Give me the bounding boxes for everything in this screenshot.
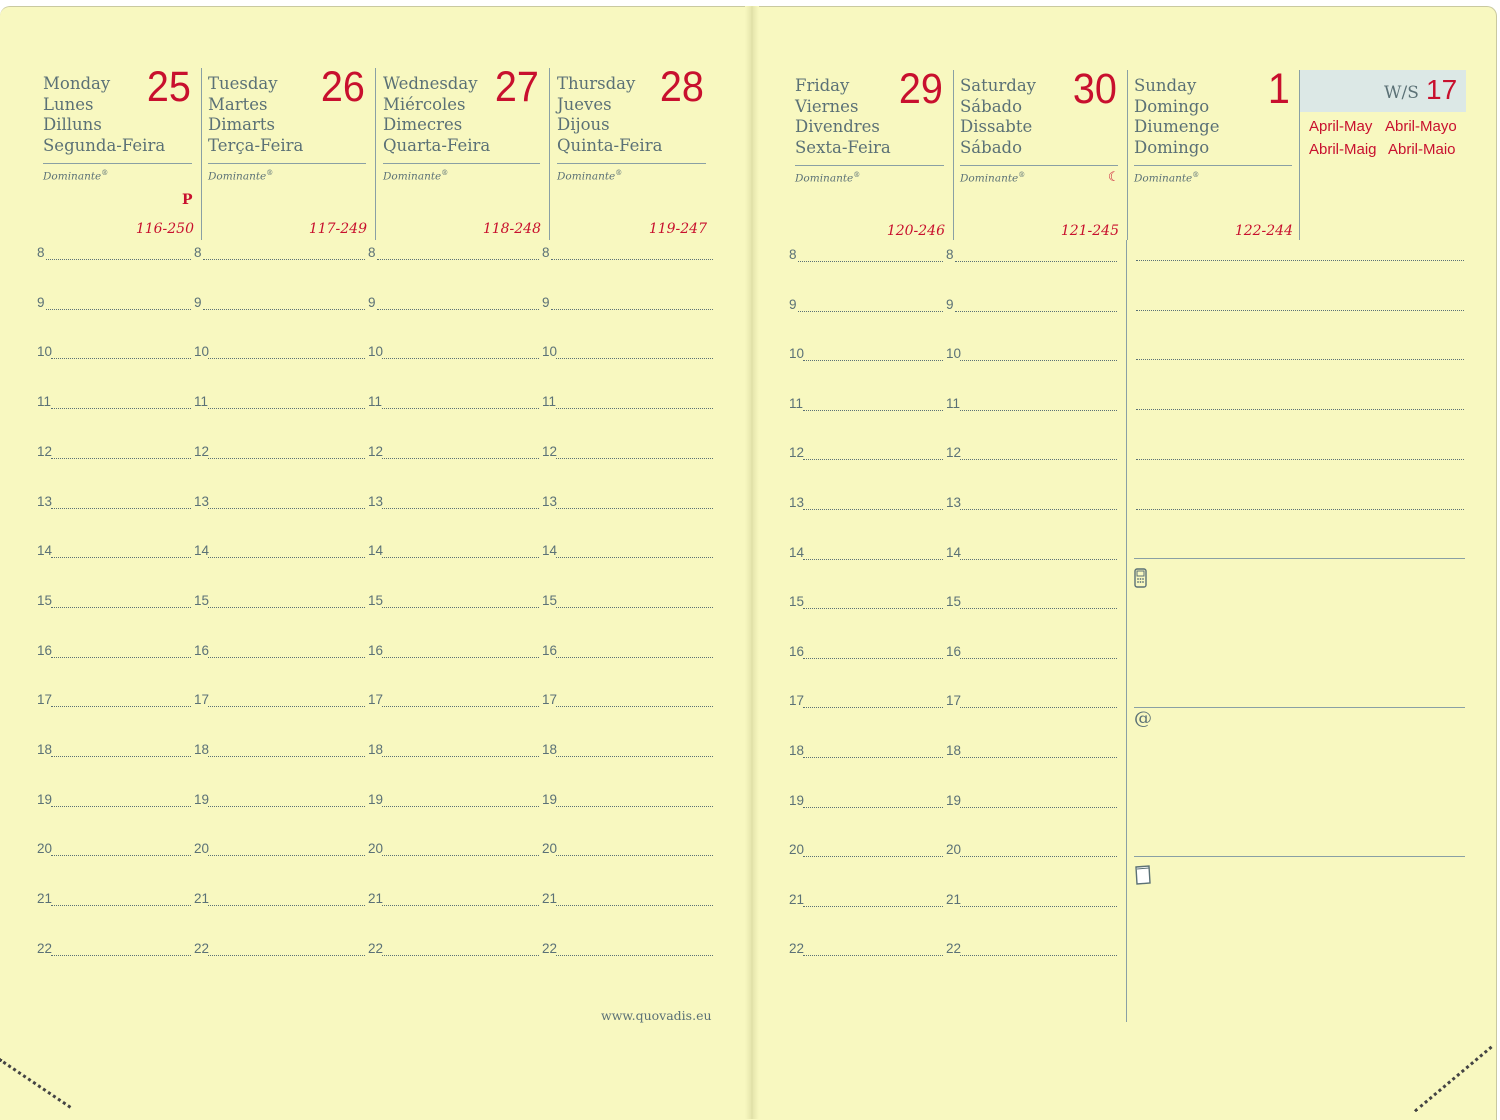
sunday-line (1136, 359, 1464, 360)
hour-line (382, 607, 539, 608)
month-range-ca: Abril-Maig (1309, 141, 1377, 158)
day-name-es: Jueves (557, 94, 612, 114)
hour-label: 13 (194, 493, 210, 509)
hour-label: 14 (789, 544, 805, 560)
hour-label: 20 (946, 842, 962, 858)
brand-label: Dominante® (383, 169, 449, 183)
note-symbol: P (182, 192, 193, 208)
day-name-ca: Dimarts (208, 115, 275, 134)
hour-line (382, 508, 539, 509)
hour-label: 13 (542, 493, 558, 509)
hour-label: 20 (37, 841, 53, 857)
day-names (960, 76, 1036, 158)
hour-line (377, 259, 539, 260)
hour-line (960, 658, 1117, 659)
hour-label: 10 (194, 344, 210, 360)
hour-label: 10 (368, 344, 384, 360)
day-name-es: Sábado (960, 96, 1023, 116)
sunday-line (1136, 409, 1464, 410)
hour-line (382, 557, 539, 558)
hour-label: 11 (542, 394, 557, 410)
hour-line (551, 259, 713, 260)
day-name-es: Miércoles (383, 94, 466, 114)
hour-line (960, 559, 1117, 560)
hour-label: 17 (946, 693, 962, 709)
hour-line (960, 459, 1117, 460)
day-name-pt: Quarta-Feira (383, 135, 491, 155)
hour-line (208, 358, 365, 359)
hour-label: 10 (789, 346, 805, 362)
week-number-box (1300, 70, 1466, 112)
hour-line (556, 508, 713, 509)
hour-label: 12 (946, 445, 962, 461)
brand-label: Dominante® (43, 169, 109, 183)
hour-line (556, 607, 713, 608)
hour-line (208, 955, 365, 956)
hour-line (803, 658, 943, 659)
hour-label: 17 (789, 693, 805, 709)
hour-line (208, 458, 365, 459)
day-name-pt: Sábado (960, 137, 1023, 157)
hour-label: 11 (194, 394, 209, 410)
day-names (208, 74, 303, 156)
hour-line (51, 508, 191, 509)
day-number: 1 (1267, 65, 1290, 113)
day-count: 116-250 (135, 221, 194, 237)
day-name-en: Saturday (960, 76, 1037, 95)
day-count: 122-244 (1234, 223, 1293, 239)
day-name-pt: Domingo (1134, 137, 1210, 157)
hour-line (798, 261, 943, 262)
day-name-ca: Dimecres (383, 115, 463, 134)
day-name-pt: Sexta-Feira (795, 137, 891, 157)
hour-label: 22 (946, 941, 962, 957)
hour-label: 8 (194, 245, 202, 260)
hour-label: 22 (368, 940, 384, 956)
hour-line (556, 855, 713, 856)
hour-line (960, 360, 1117, 361)
day-name-en: Tuesday (208, 74, 278, 93)
hour-label: 19 (789, 792, 805, 808)
hour-label: 21 (37, 891, 53, 907)
day-name-es: Viernes (795, 96, 859, 116)
hour-label: 9 (789, 296, 797, 312)
month-range-en: April-May (1309, 118, 1373, 135)
section-rule (1134, 558, 1465, 559)
hour-label: 8 (37, 245, 45, 260)
hour-label: 13 (37, 493, 53, 509)
hour-label: 15 (368, 592, 384, 608)
hour-line (51, 706, 191, 707)
day-number: 29 (898, 65, 943, 113)
hour-label: 21 (946, 891, 962, 907)
hour-line (203, 259, 365, 260)
hour-label: 9 (194, 294, 202, 310)
hour-line (208, 607, 365, 608)
hour-label: 8 (789, 247, 797, 262)
column-separator (201, 68, 202, 240)
day-names (795, 76, 891, 158)
hour-label: 12 (37, 443, 53, 459)
hour-line (803, 906, 943, 907)
hour-line (208, 756, 365, 757)
hour-label: 14 (37, 543, 53, 559)
hour-label: 11 (37, 394, 52, 410)
day-name-es: Domingo (1134, 96, 1210, 116)
day-count: 118-248 (482, 221, 541, 237)
hour-label: 19 (542, 791, 558, 807)
day-name-es: Martes (208, 94, 268, 114)
hour-line (803, 757, 943, 758)
day-names (1134, 76, 1220, 158)
hour-line (51, 607, 191, 608)
hour-label: 20 (368, 841, 384, 857)
hour-line (803, 807, 943, 808)
hour-label: 14 (542, 543, 558, 559)
hour-line (556, 657, 713, 658)
sunday-line (1136, 260, 1464, 261)
hour-line (556, 557, 713, 558)
hour-line (960, 608, 1117, 609)
month-range-es: Abril-Mayo (1385, 118, 1457, 135)
hour-line (556, 756, 713, 757)
hour-label: 8 (542, 245, 550, 260)
hour-label: 13 (789, 495, 805, 510)
hour-line (960, 410, 1117, 411)
hour-line (51, 557, 191, 558)
right-page (752, 6, 1497, 1120)
hour-label: 9 (368, 294, 376, 310)
hour-label: 14 (368, 543, 384, 559)
hour-label: 15 (946, 594, 962, 610)
hour-line (208, 408, 365, 409)
hour-label: 14 (194, 543, 210, 559)
hour-label: 8 (368, 245, 376, 260)
hour-line (51, 657, 191, 658)
day-name-pt: Quinta-Feira (557, 135, 663, 155)
hour-label: 19 (37, 791, 53, 807)
hour-line (803, 410, 943, 411)
hour-label: 22 (37, 940, 53, 956)
notepad-icon (1134, 864, 1152, 890)
brand-label: Dominante® (1134, 171, 1200, 185)
hour-line (955, 261, 1117, 262)
hour-line (382, 756, 539, 757)
day-count: 119-247 (648, 221, 707, 237)
hour-line (382, 706, 539, 707)
hour-line (203, 309, 365, 310)
header-rule (795, 165, 944, 166)
day-number: 27 (494, 63, 539, 111)
hour-label: 20 (542, 841, 558, 857)
hour-label: 11 (946, 395, 961, 411)
hour-line (208, 508, 365, 509)
hour-label: 9 (37, 294, 45, 310)
hour-line (556, 806, 713, 807)
hour-label: 15 (194, 592, 210, 608)
moon-icon: ☾ (1108, 170, 1120, 185)
hour-line (382, 806, 539, 807)
hour-line (208, 706, 365, 707)
day-name-pt: Segunda-Feira (43, 135, 166, 155)
column-separator (549, 68, 550, 240)
hour-line (960, 707, 1117, 708)
day-name-pt: Terça-Feira (208, 135, 304, 155)
hour-label: 19 (368, 791, 384, 807)
day-name-ca: Dissabte (960, 117, 1033, 136)
hour-line (208, 905, 365, 906)
week-label: W/S (1384, 83, 1419, 103)
hour-line (51, 806, 191, 807)
hour-line (803, 608, 943, 609)
section-rule (1134, 707, 1465, 708)
column-separator (1127, 70, 1128, 240)
hour-line (46, 309, 191, 310)
hour-line (382, 358, 539, 359)
hour-line (208, 557, 365, 558)
column-separator (375, 68, 376, 240)
hour-line (51, 408, 191, 409)
sunday-line (1136, 459, 1464, 460)
hour-label: 15 (542, 592, 558, 608)
sunday-line (1136, 509, 1464, 510)
hour-line (955, 311, 1117, 312)
hour-label: 20 (789, 842, 805, 858)
hour-label: 17 (368, 692, 384, 708)
at-icon: @ (1134, 708, 1152, 729)
hour-label: 16 (946, 643, 962, 659)
brand-label: Dominante® (208, 169, 274, 183)
hour-line (556, 458, 713, 459)
hour-label: 13 (946, 495, 962, 510)
hour-label: 19 (946, 792, 962, 808)
hour-line (803, 459, 943, 460)
hour-line (960, 955, 1117, 956)
day-count: 120-246 (886, 223, 945, 239)
hour-label: 18 (789, 743, 805, 758)
hour-line (208, 855, 365, 856)
hour-line (208, 657, 365, 658)
hour-line (208, 806, 365, 807)
day-name-en: Sunday (1134, 76, 1197, 95)
day-number: 25 (146, 63, 191, 111)
hour-line (51, 458, 191, 459)
hour-line (960, 856, 1117, 857)
hour-line (382, 458, 539, 459)
hour-line (803, 707, 943, 708)
hour-label: 16 (194, 642, 210, 658)
hour-line (556, 905, 713, 906)
brand-label: Dominante® (557, 169, 623, 183)
header-rule (960, 165, 1118, 166)
hour-line (803, 856, 943, 857)
header-rule (383, 163, 540, 164)
day-number: 28 (659, 63, 704, 111)
hour-label: 14 (946, 544, 962, 560)
day-number: 30 (1072, 65, 1117, 113)
hour-label: 18 (37, 742, 53, 757)
hour-label: 12 (542, 443, 558, 459)
hour-line (960, 757, 1117, 758)
hour-line (51, 358, 191, 359)
hour-line (803, 955, 943, 956)
hour-label: 9 (542, 294, 550, 310)
day-count: 121-245 (1060, 223, 1119, 239)
hour-line (556, 358, 713, 359)
day-name-en: Thursday (557, 74, 636, 93)
column-separator (953, 70, 954, 240)
hour-label: 19 (194, 791, 210, 807)
hour-label: 18 (946, 743, 962, 758)
hour-line (960, 509, 1117, 510)
hour-line (803, 360, 943, 361)
phone-icon (1134, 568, 1147, 592)
brand-label: Dominante® (960, 171, 1026, 185)
hour-label: 20 (194, 841, 210, 857)
hour-label: 21 (368, 891, 384, 907)
hour-line (556, 408, 713, 409)
hour-label: 18 (368, 742, 384, 757)
header-rule (43, 163, 192, 164)
header-rule (557, 163, 706, 164)
hour-line (382, 955, 539, 956)
day-name-es: Lunes (43, 94, 94, 114)
hour-label: 11 (368, 394, 383, 410)
hour-label: 12 (368, 443, 384, 459)
hour-label: 15 (37, 592, 53, 608)
hour-label: 21 (789, 891, 805, 907)
hour-label: 10 (946, 346, 962, 362)
hour-label: 12 (194, 443, 210, 459)
hour-line (551, 309, 713, 310)
hour-line (803, 509, 943, 510)
book-gutter (745, 6, 759, 1119)
brand-label: Dominante® (795, 171, 861, 185)
hour-label: 16 (789, 643, 805, 659)
hour-label: 17 (542, 692, 558, 708)
hour-label: 10 (542, 344, 558, 360)
week-number: 17 (1426, 74, 1458, 105)
hour-label: 16 (37, 642, 53, 658)
hour-label: 12 (789, 445, 805, 461)
day-names (557, 74, 662, 156)
hour-line (960, 807, 1117, 808)
website-url: www.quovadis.eu (601, 1008, 712, 1023)
hour-line (377, 309, 539, 310)
day-names (383, 74, 490, 156)
hour-label: 13 (368, 493, 384, 509)
hour-label: 21 (194, 891, 210, 907)
day-number: 26 (320, 63, 365, 111)
hour-label: 11 (789, 395, 804, 411)
hour-line (803, 559, 943, 560)
hour-line (51, 756, 191, 757)
hour-label: 16 (368, 642, 384, 658)
hour-line (960, 906, 1117, 907)
hour-line (382, 408, 539, 409)
hour-label: 15 (789, 594, 805, 610)
header-rule (1134, 165, 1292, 166)
day-name-ca: Diumenge (1134, 117, 1220, 136)
month-range-pt: Abril-Maio (1388, 141, 1456, 158)
hour-line (556, 955, 713, 956)
hour-line (382, 657, 539, 658)
day-name-en: Friday (795, 76, 850, 95)
hour-label: 22 (194, 940, 210, 956)
hour-line (382, 905, 539, 906)
hour-label: 18 (194, 742, 210, 757)
header-rule (208, 163, 366, 164)
hour-label: 22 (542, 940, 558, 956)
hour-line (798, 311, 943, 312)
hour-label: 21 (542, 891, 558, 907)
day-name-ca: Divendres (795, 117, 880, 136)
day-name-en: Wednesday (383, 74, 478, 93)
sunday-line (1136, 310, 1464, 311)
hour-line (382, 855, 539, 856)
day-name-ca: Dilluns (43, 115, 102, 134)
day-name-en: Monday (43, 74, 111, 93)
section-rule (1134, 856, 1465, 857)
hour-label: 22 (789, 941, 805, 957)
hour-label: 10 (37, 344, 53, 360)
hour-label: 8 (946, 247, 954, 262)
hour-line (51, 855, 191, 856)
hour-label: 16 (542, 642, 558, 658)
hour-label: 9 (946, 296, 954, 312)
hour-label: 17 (37, 692, 53, 708)
hour-label: 17 (194, 692, 210, 708)
hour-line (46, 259, 191, 260)
hour-line (556, 706, 713, 707)
sunday-separator (1126, 240, 1127, 1022)
day-count: 117-249 (308, 221, 367, 237)
hour-line (51, 955, 191, 956)
day-name-ca: Dijous (557, 115, 610, 134)
hour-line (51, 905, 191, 906)
hour-label: 18 (542, 742, 558, 757)
